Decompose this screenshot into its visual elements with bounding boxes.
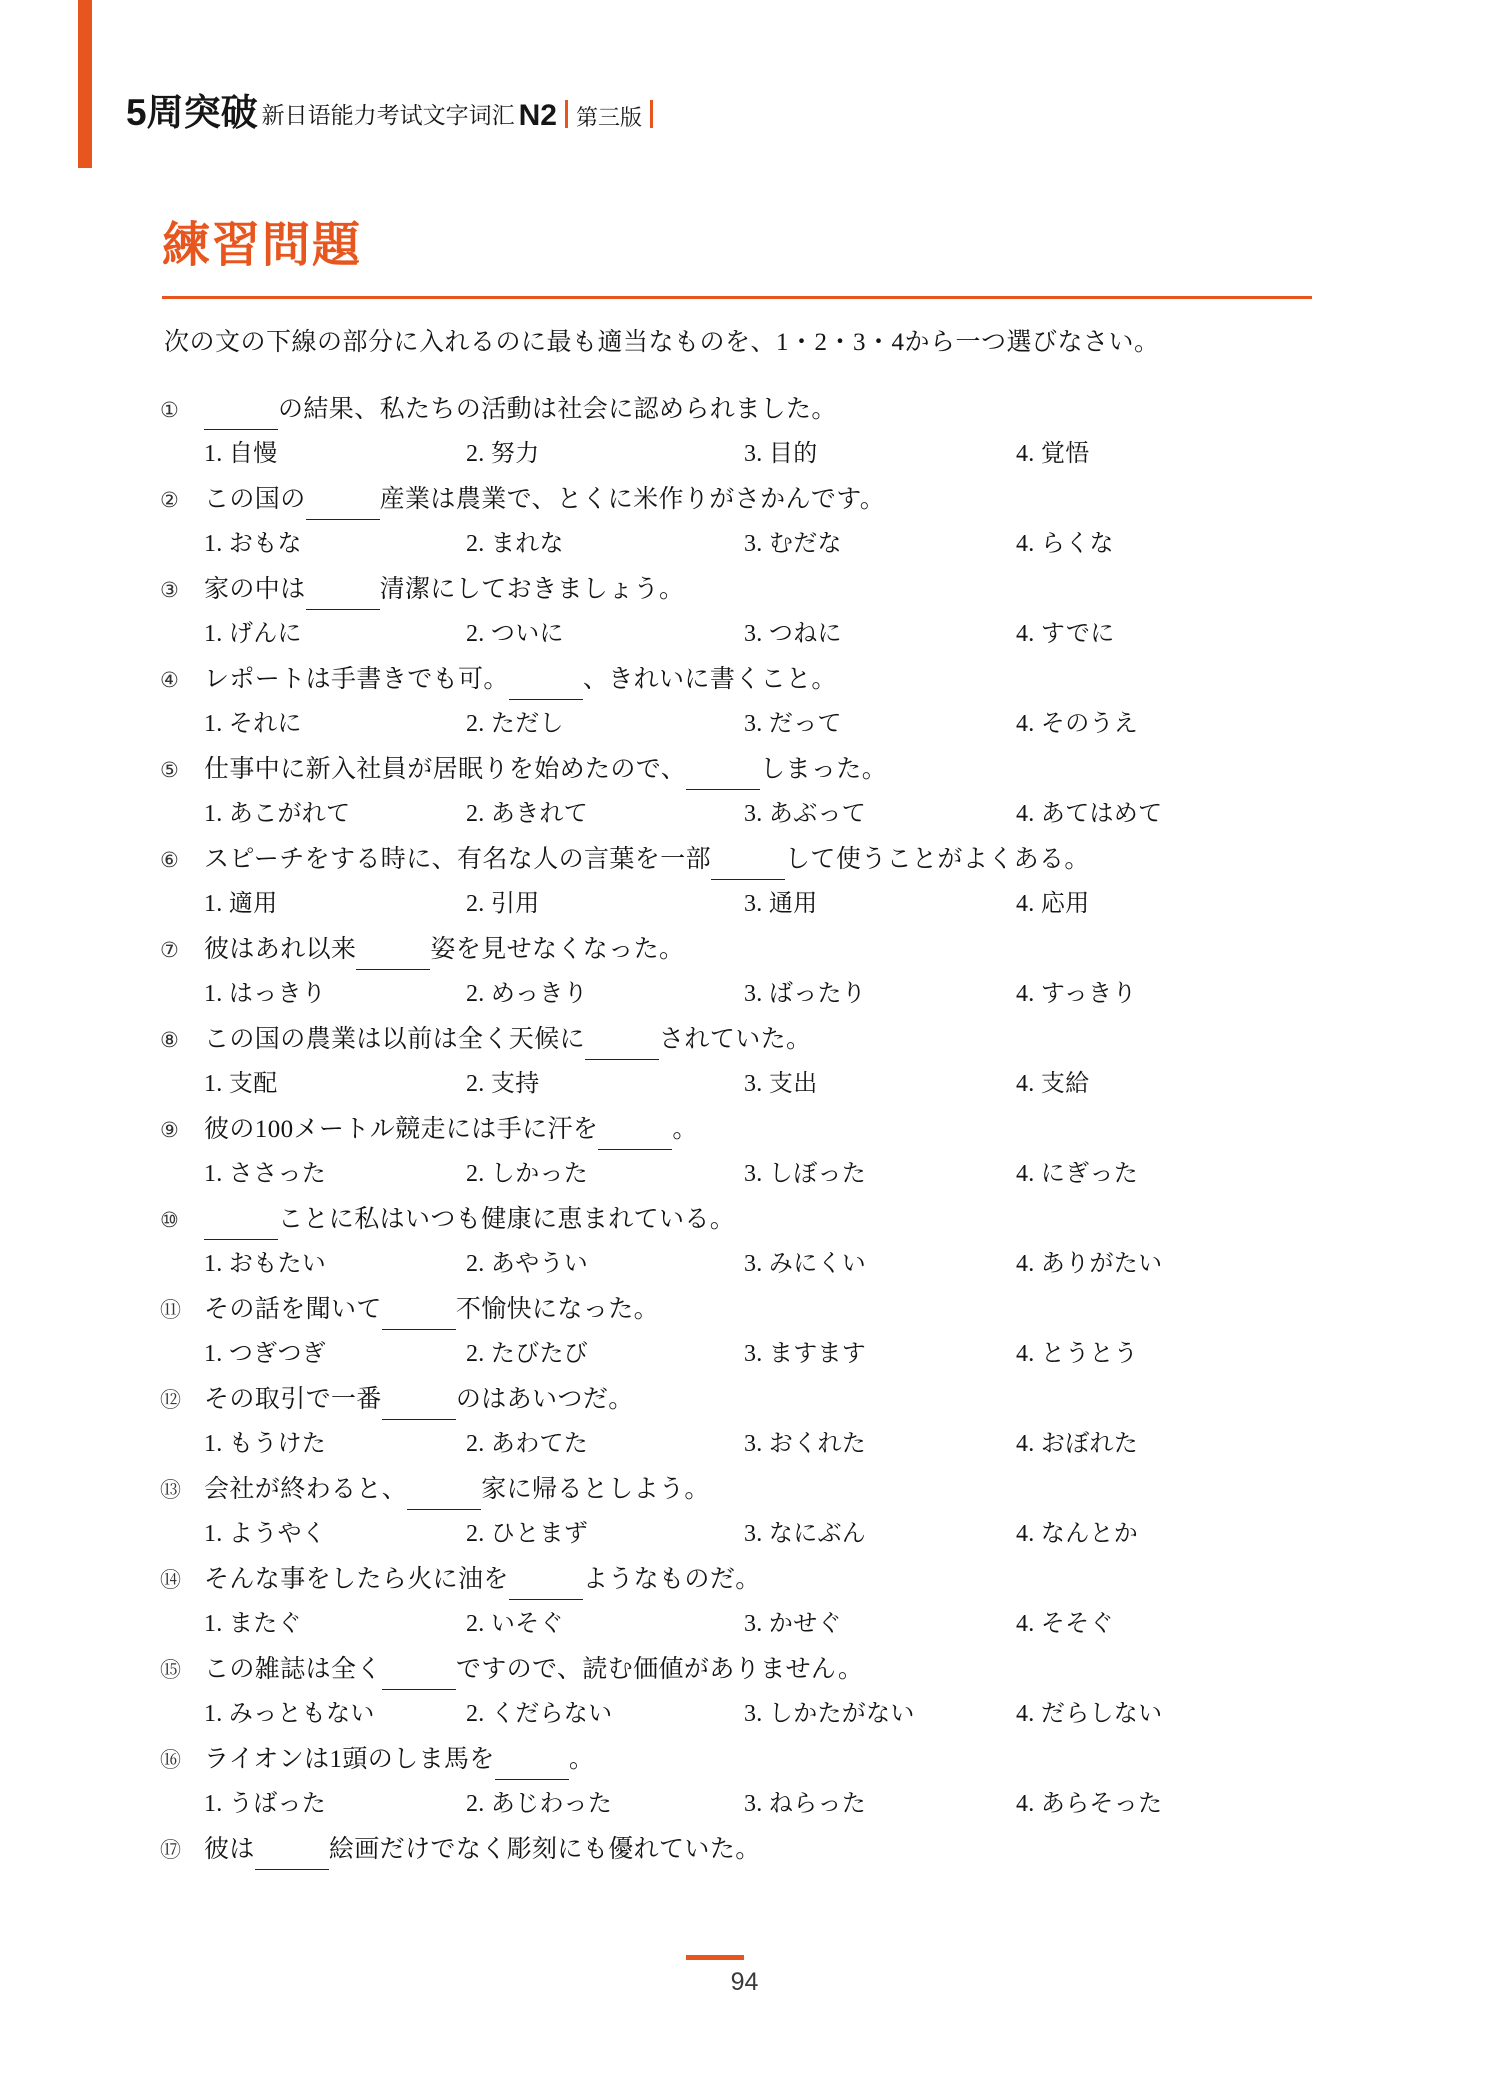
answer-blank[interactable] (382, 1285, 456, 1330)
question-number: ⑯ (160, 1748, 181, 1772)
question-stem-row (160, 1828, 1340, 1872)
question-stem-pre: レポートは手書きでも可。 (204, 666, 509, 693)
question-stem (204, 658, 837, 703)
answer-option[interactable]: 2. しかった (466, 1161, 589, 1187)
question-stem-post: ですので、読む価値がありません。 (455, 1656, 864, 1683)
question-item (160, 1288, 1340, 1376)
question-number: ⑨ (160, 1118, 179, 1142)
question-stem-post: 不愉快になった。 (455, 1296, 660, 1323)
answer-option[interactable]: 4. 覚悟 (1016, 441, 1090, 467)
answer-option[interactable]: 4. なんとか (1016, 1521, 1139, 1547)
answer-option[interactable]: 4. だらしない (1016, 1701, 1163, 1727)
answer-option[interactable]: 3. ねらった (744, 1791, 867, 1817)
question-stem-post: 家に帰るとしよう。 (481, 1476, 710, 1503)
question-number: ⑫ (160, 1388, 181, 1412)
question-stem-row (160, 1738, 1340, 1782)
question-stem-pre: 仕事中に新入社員が居眠りを始めたので、 (204, 756, 687, 783)
question-stem (204, 388, 837, 433)
answer-option[interactable]: 2. めっきり (466, 981, 588, 1007)
running-header (126, 82, 661, 136)
answer-blank[interactable] (407, 1465, 481, 1510)
question-stem-row (160, 838, 1340, 882)
question-item (160, 478, 1340, 566)
option-row (160, 1062, 1340, 1106)
question-stem-pre: 彼の100メートル競走には手に汗を (204, 1116, 599, 1143)
option-row (160, 522, 1340, 566)
question-number: ⑦ (160, 938, 179, 962)
answer-option[interactable]: 2. ついに (466, 621, 564, 647)
page-title: 練習問題 (162, 219, 363, 272)
answer-option[interactable]: 3. 目的 (744, 441, 818, 467)
answer-blank[interactable] (306, 565, 380, 610)
question-stem-pre: その取引で一番 (204, 1386, 382, 1413)
answer-option[interactable]: 4. 支給 (1016, 1071, 1090, 1097)
option-row (160, 1782, 1340, 1826)
question-stem-row (160, 568, 1340, 612)
question-stem-pre: ライオンは1頭のしま馬を (204, 1746, 495, 1773)
question-stem-pre: そんな事をしたら火に油を (204, 1566, 509, 1593)
answer-option[interactable]: 3. しぼった (744, 1161, 867, 1187)
question-stem-pre: 家の中は (204, 576, 306, 603)
answer-option[interactable]: 3. 通用 (744, 891, 818, 917)
answer-option[interactable]: 1. げんに (204, 621, 302, 647)
question-stem (204, 1558, 761, 1603)
question-stem-pre: 彼は (204, 1836, 255, 1863)
question-number: ① (160, 398, 179, 422)
title-underline (162, 296, 1312, 299)
answer-option[interactable]: 2. あきれて (466, 801, 589, 827)
answer-option[interactable]: 4. おぼれた (1016, 1431, 1139, 1457)
question-stem-pre: この雑誌は全く (204, 1656, 382, 1683)
answer-option[interactable]: 4. そそぐ (1016, 1611, 1114, 1637)
option-row (160, 1152, 1340, 1196)
answer-option[interactable]: 3. おくれた (744, 1431, 867, 1457)
option-row (160, 1422, 1340, 1466)
option-row (160, 1242, 1340, 1286)
question-stem-post: のはあいつだ。 (455, 1386, 634, 1413)
answer-option[interactable]: 2. くだらない (466, 1701, 613, 1727)
answer-option[interactable]: 1. はっきり (204, 981, 327, 1007)
question-stem-pre: 彼はあれ以来 (204, 936, 357, 963)
answer-option[interactable]: 2. いそぐ (466, 1611, 564, 1637)
answer-blank[interactable] (598, 1105, 672, 1150)
answer-option[interactable]: 1. うばった (204, 1791, 327, 1817)
question-item (160, 1648, 1340, 1736)
answer-option[interactable]: 2. 努力 (466, 441, 540, 467)
question-number: ⑥ (160, 848, 179, 872)
instruction-text: 次の文の下線の部分に入れるのに最も適当なものを、1・2・3・4から一つ選びなさい。 (164, 329, 1160, 356)
question-stem-pre: この国の (204, 486, 306, 513)
question-number: ⑧ (160, 1028, 179, 1052)
answer-option[interactable]: 2. たびたび (466, 1341, 589, 1367)
question-item (160, 388, 1340, 476)
answer-option[interactable]: 1. つぎつぎ (204, 1341, 327, 1367)
question-number: ⑭ (160, 1568, 181, 1592)
question-number: ⑤ (160, 758, 179, 782)
answer-option[interactable]: 4. そのうえ (1016, 711, 1139, 737)
answer-option[interactable]: 3. つねに (744, 621, 842, 647)
question-stem-post: の結果、私たちの活動は社会に認められました。 (278, 396, 837, 423)
option-row (160, 1512, 1340, 1556)
question-stem-post: 産業は農業で、とくに米作りがさかんです。 (379, 486, 886, 513)
question-stem-pre: その話を聞いて (204, 1296, 382, 1323)
question-stem-post: 、きれいに書くこと。 (582, 666, 837, 693)
answer-option[interactable]: 1. 適用 (204, 891, 278, 917)
answer-blank[interactable] (711, 835, 785, 880)
question-number: ② (160, 488, 179, 512)
option-row (160, 792, 1340, 836)
question-item (160, 748, 1340, 836)
answer-option[interactable]: 2. ただし (466, 711, 564, 737)
answer-option[interactable]: 2. 支持 (466, 1071, 540, 1097)
question-number: ③ (160, 578, 179, 602)
question-stem-post: 姿を見せなくなった。 (430, 936, 685, 963)
question-stem-post: 。 (568, 1746, 595, 1773)
question-stem (204, 928, 684, 973)
question-number: ⑮ (160, 1658, 181, 1682)
answer-option[interactable]: 2. ひとまず (466, 1521, 589, 1547)
answer-option[interactable]: 1. 支配 (204, 1071, 278, 1097)
question-stem (204, 1378, 634, 1423)
answer-blank[interactable] (686, 745, 760, 790)
question-item (160, 1108, 1340, 1196)
option-row (160, 432, 1340, 476)
answer-blank[interactable] (585, 1015, 659, 1060)
question-stem (204, 748, 887, 793)
question-stem-row (160, 658, 1340, 702)
question-stem-row (160, 1288, 1340, 1332)
answer-blank[interactable] (306, 475, 380, 520)
question-item (160, 658, 1340, 746)
answer-option[interactable]: 1. みっともない (204, 1701, 375, 1727)
question-number: ④ (160, 668, 179, 692)
answer-option[interactable]: 4. らくな (1016, 531, 1114, 557)
answer-option[interactable]: 4. 応用 (1016, 891, 1090, 917)
option-row (160, 612, 1340, 656)
footer-rule (686, 1955, 744, 1960)
answer-option[interactable]: 4. とうとう (1016, 1341, 1139, 1367)
question-stem (204, 1828, 761, 1873)
option-row (160, 1692, 1340, 1736)
option-row (160, 1332, 1340, 1376)
question-stem-post: ようなものだ。 (582, 1566, 761, 1593)
question-item (160, 568, 1340, 656)
answer-blank[interactable] (509, 1555, 583, 1600)
answer-option[interactable]: 2. まれな (466, 531, 564, 557)
header-level: N2 (518, 99, 557, 132)
question-stem (204, 568, 684, 613)
question-stem-row (160, 478, 1340, 522)
answer-blank[interactable] (382, 1645, 456, 1690)
question-stem (204, 1288, 659, 1333)
header-divider-right (650, 100, 653, 128)
option-row (160, 702, 1340, 746)
question-stem (204, 1108, 698, 1153)
answer-option[interactable]: 3. しかたがない (744, 1701, 915, 1727)
question-list (160, 388, 1340, 1874)
answer-blank[interactable] (204, 385, 278, 430)
question-item (160, 928, 1340, 1016)
question-stem-row (160, 1648, 1340, 1692)
question-stem-post: 。 (672, 1116, 698, 1143)
option-row (160, 1602, 1340, 1646)
question-stem-post: して使うことがよくある。 (785, 846, 1090, 873)
question-stem-post: しまった。 (760, 756, 888, 783)
answer-option[interactable]: 3. 支出 (744, 1071, 818, 1097)
answer-option[interactable]: 3. ますます (744, 1341, 867, 1367)
question-stem-row (160, 1198, 1340, 1242)
answer-blank[interactable] (204, 1195, 278, 1240)
answer-option[interactable]: 1. もうけた (204, 1431, 327, 1457)
question-stem-row (160, 928, 1340, 972)
question-stem (204, 1648, 863, 1693)
header-title-main: 5周突破 (126, 92, 258, 133)
question-item (160, 1378, 1340, 1466)
question-item (160, 1738, 1340, 1826)
question-stem (204, 1198, 735, 1243)
header-divider-left (565, 100, 568, 128)
answer-blank[interactable] (255, 1825, 329, 1870)
answer-blank[interactable] (495, 1735, 569, 1780)
question-stem-pre: この国の農業は以前は全く天候に (204, 1026, 586, 1053)
answer-option[interactable]: 2. 引用 (466, 891, 540, 917)
question-stem-pre: 会社が終わると、 (204, 1476, 408, 1503)
answer-option[interactable]: 4. あらそった (1016, 1791, 1163, 1817)
question-stem-post: 清潔にしておきましょう。 (379, 576, 685, 603)
question-stem-post: 絵画だけでなく彫刻にも優れていた。 (328, 1836, 761, 1863)
question-stem-row (160, 1108, 1340, 1152)
question-item (160, 1198, 1340, 1286)
question-number: ⑩ (160, 1208, 179, 1232)
question-stem-post: ことに私はいつも健康に恵まれている。 (278, 1206, 736, 1233)
answer-option[interactable]: 2. あやうい (466, 1251, 589, 1277)
answer-blank[interactable] (509, 655, 583, 700)
answer-option[interactable]: 4. ありがたい (1016, 1251, 1163, 1277)
answer-option[interactable]: 4. にぎった (1016, 1161, 1139, 1187)
question-item (160, 1468, 1340, 1556)
question-stem-row (160, 1018, 1340, 1062)
answer-option[interactable]: 1. あこがれて (204, 801, 351, 827)
answer-option[interactable]: 2. あじわった (466, 1791, 613, 1817)
answer-option[interactable]: 3. だって (744, 711, 842, 737)
answer-option[interactable]: 3. かせぐ (744, 1611, 842, 1637)
question-stem-row (160, 1558, 1340, 1602)
answer-option[interactable]: 1. 自慢 (204, 441, 278, 467)
answer-option[interactable]: 1. おもな (204, 531, 302, 557)
header-edition: 第三版 (575, 105, 642, 130)
answer-option[interactable]: 3. ばったり (744, 981, 867, 1007)
answer-option[interactable]: 1. ささった (204, 1161, 327, 1187)
answer-option[interactable]: 1. ようやく (204, 1521, 327, 1547)
question-item (160, 1558, 1340, 1646)
question-stem-row (160, 1468, 1340, 1512)
answer-option[interactable]: 4. すでに (1016, 621, 1115, 647)
answer-option[interactable]: 3. あぶって (744, 801, 867, 827)
question-stem-row (160, 748, 1340, 792)
question-stem-row (160, 1378, 1340, 1422)
question-stem-row (160, 388, 1340, 432)
question-stem (204, 1738, 594, 1783)
option-row (160, 972, 1340, 1016)
header-title-sub: 新日语能力考试文字词汇 (261, 102, 515, 128)
question-number: ⑬ (160, 1478, 181, 1502)
question-stem-pre: スピーチをする時に、有名な人の言葉を一部 (204, 846, 712, 873)
question-stem (204, 838, 1090, 883)
question-stem (204, 478, 885, 523)
question-stem-post: されていた。 (659, 1026, 812, 1053)
decorative-left-bar (78, 0, 92, 168)
answer-option[interactable]: 3. みにくい (744, 1251, 867, 1277)
question-number: ⑪ (160, 1298, 181, 1322)
answer-option[interactable]: 3. むだな (744, 531, 842, 557)
answer-option[interactable]: 1. またぐ (204, 1611, 302, 1637)
question-item (160, 838, 1340, 926)
answer-option[interactable]: 4. すっきり (1016, 981, 1137, 1007)
question-item (160, 1828, 1340, 1872)
option-row (160, 882, 1340, 926)
answer-blank[interactable] (382, 1375, 456, 1420)
question-stem (204, 1018, 811, 1063)
answer-blank[interactable] (356, 925, 430, 970)
answer-option[interactable]: 1. それに (204, 711, 302, 737)
answer-option[interactable]: 4. あてはめて (1016, 801, 1163, 827)
question-number: ⑰ (160, 1838, 181, 1862)
question-item (160, 1018, 1340, 1106)
answer-option[interactable]: 2. あわてた (466, 1431, 589, 1457)
page-number: 94 (730, 1968, 759, 1996)
question-stem (204, 1468, 710, 1513)
answer-option[interactable]: 1. おもたい (204, 1251, 327, 1277)
answer-option[interactable]: 3. なにぶん (744, 1521, 867, 1547)
